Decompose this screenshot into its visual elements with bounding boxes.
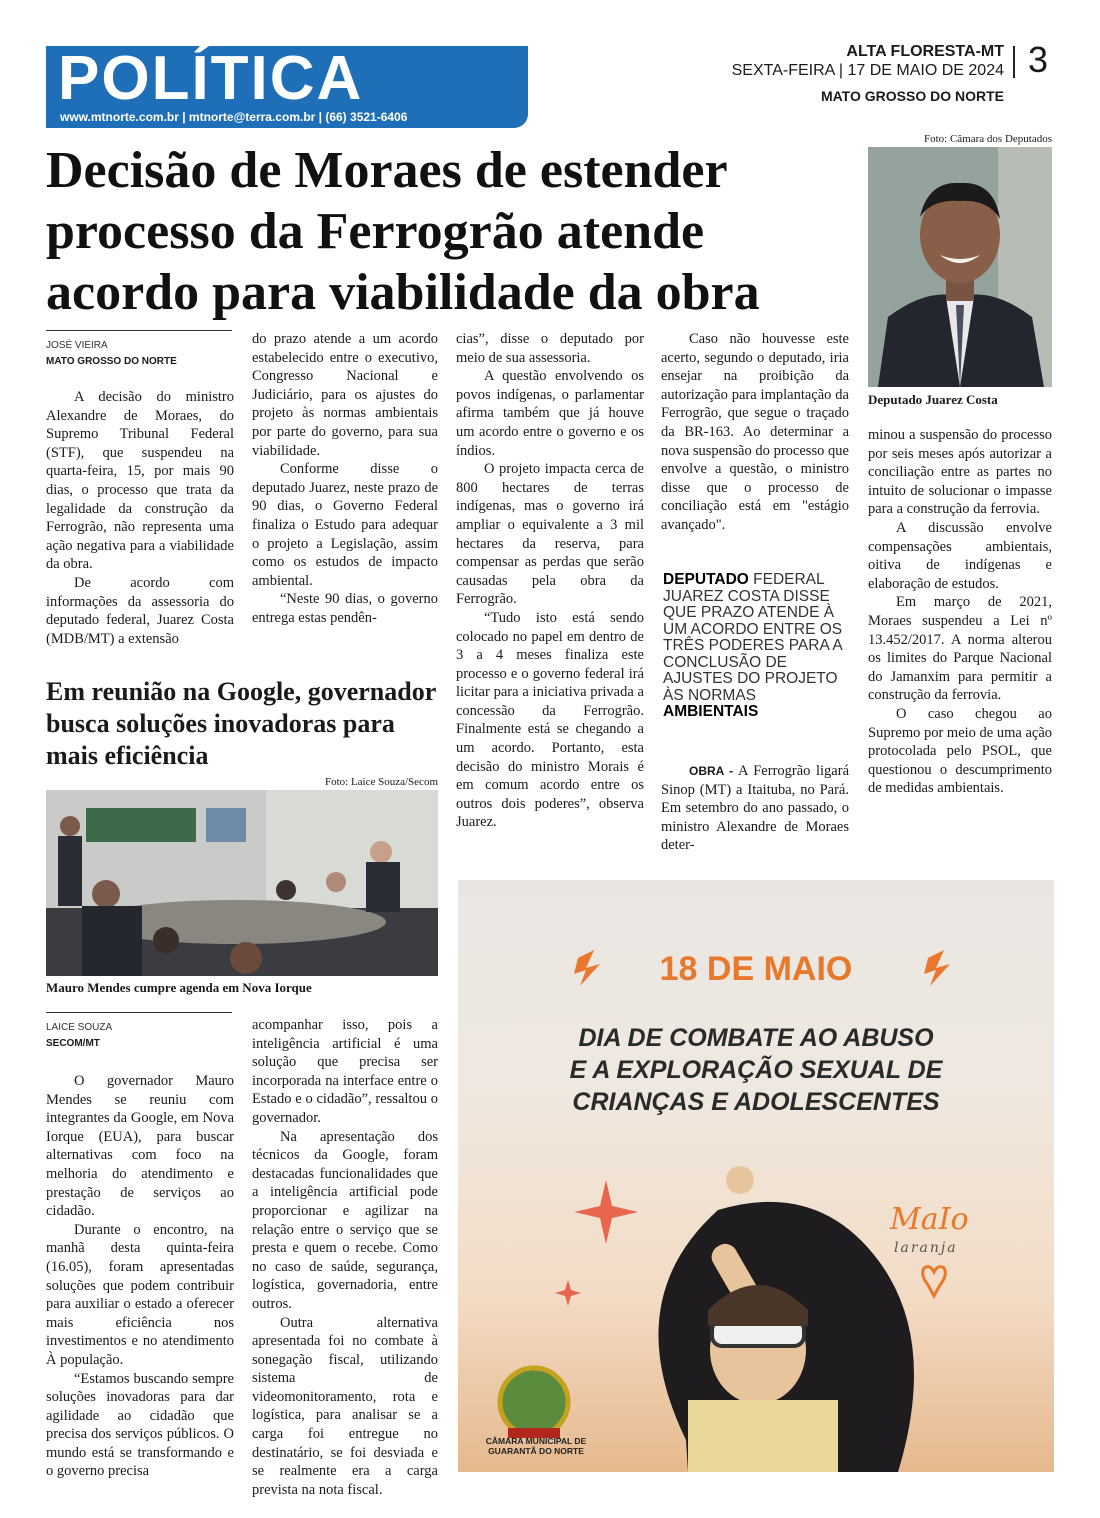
byline2-rule — [46, 1012, 232, 1013]
maio-laranja-ad — [458, 880, 1054, 1472]
photo-caption: Deputado Juarez Costa — [868, 392, 998, 407]
contact-line: www.mtnorte.com.br | mtnorte@terra.com.br | (66) 3521-6406 — [60, 110, 408, 124]
pull-quote: DEPUTADO FEDERAL JUAREZ COSTA DISSE QUE PRAZO ATENDE À UM ACORDO ENTRE OS TRÊS PODERES PARA A CONCLUSÃO DE AJUSTES DO PROJETO ÀS NORMAS AMBIENTAIS — [663, 571, 843, 720]
fist — [726, 1166, 754, 1194]
sparkle-large-icon — [574, 1180, 638, 1244]
camara-seal-icon — [500, 1368, 568, 1436]
newspaper-name: MATO GROSSO DO NORTE — [820, 88, 1004, 104]
article1-column-1: A decisão do ministro Alexandre de Moraes, do Supremo Tribunal Federal (STF), que suspendeu na quarta-feira, 15, por mais 90 dias, o processo que trata da legalidade da construção da Ferrogrão, não representa uma ação negativa para a viabilidade da obra. De acordo com informações da assessoria do deputado federal, Juarez Costa (MDB/MT) a extensão — [46, 389, 234, 647]
photo2-caption: Mauro Mendes cumpre agenda em Nova Iorque — [46, 980, 312, 995]
byline-org: MATO GROSSO DO NORTE — [46, 356, 177, 367]
sparkle-small-icon — [555, 1280, 581, 1306]
meeting-illustration — [46, 790, 438, 976]
child-shirt — [688, 1400, 838, 1472]
byline-rule — [46, 330, 232, 331]
header-divider — [1013, 46, 1015, 78]
article1-column-2: do prazo atende a um acordo estabelecido entre o executivo, Congresso Nacional e Judiciário, para os ajustes do projeto às normas ambientais por parte do governo, para sua viabilidade. Conforme disse o deputado Juarez, neste prazo de 90 dias, o Governo Federal finaliza o Estudo para adequar o projeto a Legislação, assim como os estudos de impacto ambiental. “Neste 90 dias, o governo entrega estas pendên- — [252, 331, 438, 626]
secondary-headline: Em reunião na Google, governador busca soluções inovadoras para mais eficiência — [46, 677, 436, 770]
photo2-credit: Foto: Laice Souza/Secom — [324, 776, 438, 788]
byline2-org: SECOM/MT — [46, 1038, 100, 1049]
byline-author: JOSÉ VIEIRA — [46, 340, 108, 351]
edition-date: SEXTA-FEIRA | 17 DE MAIO DE 2024 — [731, 62, 1004, 79]
ad-date: 18 DE MAIO — [659, 950, 853, 988]
article1-obra-section: OBRA - A Ferrogrão ligará Sinop (MT) a Itaituba, no Pará. Em setembro do ano passado, o ministro Alexandre de Moraes deter- — [661, 763, 850, 854]
photo-credit: Foto: Câmara dos Deputados — [923, 133, 1052, 145]
edition-city: ALTA FLORESTA-MT — [846, 43, 1004, 60]
article1-column-5: minou a suspensão do processo por seis meses após autorizar a conciliação entre as partes no intuito de solucionar o impasse para a construção da ferrovia. A discussão envolve compensações ambientais, oitiva de indígenas e elaboração de estudos. Em março de 2021, Moraes suspendeu a Lei nº 13.452/2017. A norma alterou os limites do Parque Nacional do Jamanxim para permitir a construção da ferrovia. O caso chegou ao Supremo por meio de uma ação protocolada pelo PSOL, que questionou o descumprimento de medidas ambientais. — [868, 427, 1053, 797]
portrait-illustration — [868, 147, 1052, 387]
obra-label: OBRA - — [689, 764, 734, 778]
main-headline: Decisão de Moraes de estender processo da Ferrogrão atende acordo para viabilidade da obra — [46, 142, 760, 321]
byline2-author: LAICE SOUZA — [46, 1022, 113, 1033]
page-number: 3 — [1028, 39, 1049, 80]
campaign-logo: MaIo — [890, 1202, 969, 1237]
sponsor-name: CÂMARA MUNICIPAL DE GUARANTÃ DO NORTE — [485, 1436, 587, 1456]
article2-column-1: O governador Mauro Mendes se reuniu com integrantes da Google, em Nova Iorque (EUA), para buscar alternativas com foco na melhoria do atendimento e prestação de serviços ao cidadão. Durante o encontro, na manhã desta quinta-feira (16.05), foram apresentadas soluções que podem contribuir para auxiliar o estado a oferecer mais eficiência nos investimentos e no atendimento À população. “Estamos buscando sempre soluções inovadoras para dar agilidade ao cidadão que precisa dos serviços públicos. O mundo está se transformando e o governo precisa — [46, 1073, 234, 1480]
deputy-photo — [868, 147, 1052, 387]
article2-column-2: acompanhar isso, pois a inteligência artificial é uma solução que precisa ser incorporada na interface entre o Estado e o cidadão”, ressaltou o governador. Na apresentação dos técnicos da Google, foram destacadas funcionalidades que a inteligência artificial pode proporcionar e agilizar na relação entre o serviço que se presta e quem o recebe. Como no caso de saúde, segurança, logística, governadoria, entre outros. Outra alternativa apresentada foi no combate à sonegação fiscal, utilizando sistema de videomonitoramento, rota e logística, para analisar se a carga foi entregue no destinatário, se foi desviada e se realmente era a carga prevista na nota fiscal. — [252, 1017, 438, 1498]
article1-column-3: cias”, disse o deputado por meio de sua assessoria. A questão envolvendo os povos indígenas, o parlamentar afirma também que já houve um acordo entre o governo e os índios. O projeto impacta cerca de 800 hectares de terras indígenas, mas o governo irá ampliar o equivalente a 3 mil hectares da reserva, para compensar as perdas que serão causadas pela obra da Ferrogrão. “Tudo isto está sendo colocado no papel em dentro de 3 a 4 meses finaliza este processo e o governo federal irá licitar para a iniciativa privada a concessão da Ferrogrão. Finalmente está se chegando a um acordo. Portanto, esta decisão do ministro Morais é em comum acordo entre os outros dois poderes”, observa Juarez. — [456, 331, 644, 831]
section-title: POLÍTICA — [58, 44, 364, 113]
ad-message: DIA DE COMBATE AO ABUSO E A EXPLORAÇÃO SEXUAL DE CRIANÇAS E ADOLESCENTES — [569, 1024, 943, 1116]
orange-ribbon-icon — [923, 1267, 946, 1296]
campaign-subtitle: laranja — [894, 1240, 958, 1256]
meeting-photo — [46, 790, 438, 976]
article1-column-4: Caso não houvesse este acerto, segundo o deputado, iria ensejar na proibição da autorização para implantação da Ferrogrão, que segue o traçado da BR-163. Ao determinar a nova suspensão do processo que envolve a questão, o ministro disse que o processo de conciliação está em "estágio avançado". — [661, 331, 849, 533]
